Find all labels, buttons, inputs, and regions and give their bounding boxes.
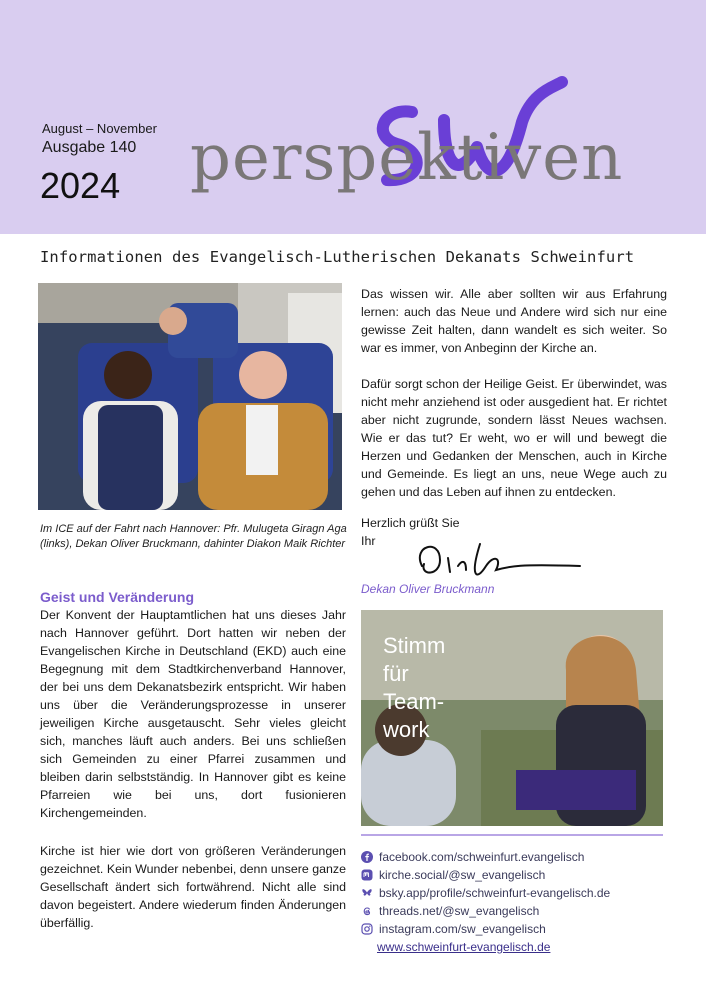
- website-link-row: [361, 938, 681, 956]
- train-photo: [38, 283, 342, 510]
- threads-icon: [361, 905, 373, 917]
- closing-ihr: Ihr: [361, 534, 376, 548]
- article-paragraph-4: Dafür sorgt schon der Heilige Geist. Er überwindet, was nicht mehr anziehend ist oder ausgedient hat. Er richtet aber nicht zugrunde, sondern lässt Neues wachsen. Wie er das tut? Er weht, wo er will und bewegt die Herzen und Gedanken der Menschen, auch in Kirche und Gemeinde. Es liegt an uns, neue Wege auch zu gehen und das Leben auf ihnen zu entdecken.: [361, 377, 667, 499]
- photo-caption: Im ICE auf der Fahrt nach Hannover: Pfr. Mulugeta Giragn Aga (links), Dekan Oliver Bruckmann, dahinter Diakon Maik Richter: [40, 523, 347, 550]
- article-title: Geist und Veränderung: [40, 589, 195, 605]
- social-link-text: threads.net/@sw_evangelisch: [379, 904, 540, 918]
- issue-number: Ausgabe 140: [42, 139, 137, 156]
- instagram-icon: [361, 923, 373, 935]
- ad-headline: [383, 632, 445, 744]
- social-link-text: instagram.com/sw_evangelisch: [379, 922, 546, 936]
- ad-headline-line-4: work: [383, 717, 430, 742]
- social-link-bluesky[interactable]: [361, 884, 681, 902]
- stimm-fuer-teamwork-ad: [361, 610, 663, 826]
- facebook-icon: [361, 851, 373, 863]
- website-link[interactable]: www.schweinfurt-evangelisch.de: [377, 940, 551, 954]
- social-link-text: kirche.social/@sw_evangelisch: [379, 868, 546, 882]
- ad-headline-line-1: Stimm: [383, 633, 446, 658]
- social-link-text: bsky.app/profile/schweinfurt-evangelisch.de: [379, 886, 611, 900]
- subtitle: Informationen des Evangelisch-Lutherischen Dekanats Schweinfurt: [40, 248, 635, 266]
- social-link-facebook[interactable]: [361, 848, 681, 866]
- social-link-instagram[interactable]: [361, 920, 681, 938]
- logo-wordmark: perspektiven: [190, 121, 624, 195]
- train-photo-illustration: [38, 283, 342, 510]
- social-link-text: facebook.com/schweinfurt.evangelisch: [379, 850, 585, 864]
- social-divider: [361, 834, 663, 836]
- social-links: [361, 848, 681, 956]
- ad-headline-line-3: Team-: [383, 689, 445, 714]
- social-link-threads[interactable]: [361, 902, 681, 920]
- date-range: August – November: [42, 121, 157, 136]
- issue-year: 2024: [40, 165, 121, 206]
- ad-headline-line-2: für: [383, 661, 409, 686]
- bluesky-icon: [361, 887, 373, 899]
- article-paragraph-2: Kirche ist hier wie dort von größeren Veränderungen gezeichnet. Kein Wunder nebenbei, denn unsere ganze Gesellschaft ändert sich fortwährend. Nicht alle sind davon begeistert. Andere wiederum finden Änderungen überfällig.: [40, 844, 346, 930]
- greeting: Herzlich grüßt Sie: [361, 516, 460, 530]
- social-link-mastodon[interactable]: [361, 866, 681, 884]
- article-paragraph-3: Das wissen wir. Alle aber sollten wir aus Erfahrung lernen: auch das Neue und Andere wird sich nur eine gewisse Zeit halten, dann wandelt es sich weiter. So war es immer, von Anbeginn der Kirche an.: [361, 287, 667, 355]
- article-paragraph-1: Der Konvent der Hauptamtlichen hat uns dieses Jahr nach Hannover geführt. Dort hatten wir neben der Evangelischen Kirche in Deutschland (EKD) auch eine Begegnung mit dem Stadtkirchenverband Hannover, der bei uns dem Dekanatsbezirk entspricht. Wir haben uns über die Veränderungsprozesse in unserer jeweiligen Kirche ausgetauscht. Sehr vieles gleicht sich, manches läuft auch anders. Bei uns schließen sich Gemeinden zu einer Pfarrei zusammen und bleiben darin selbstständig. In Hannover gibt es keine Pfarreien wie bei uns, dort fusionieren Kirchengemeinden.: [40, 608, 346, 820]
- handwritten-signature: [410, 536, 590, 584]
- mastodon-icon: [361, 869, 373, 881]
- signer-name: Dekan Oliver Bruckmann: [361, 582, 495, 596]
